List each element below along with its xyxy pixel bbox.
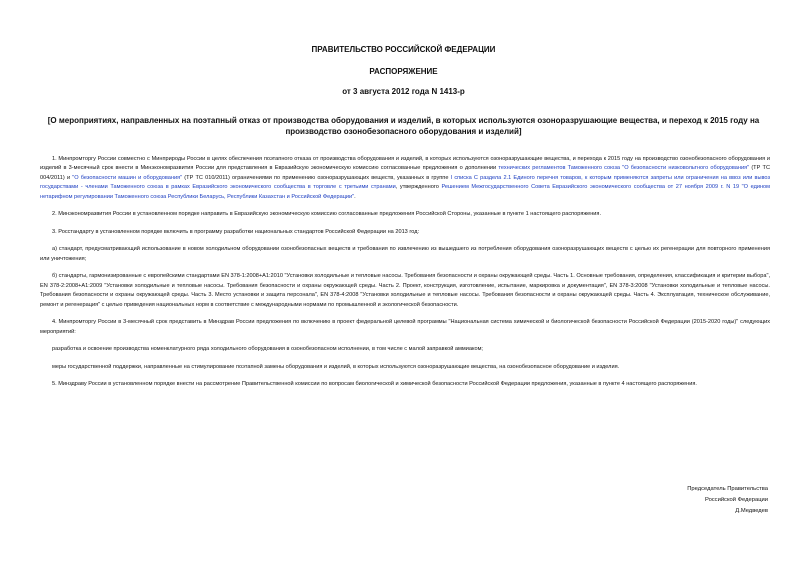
document-date-number: от 3 августа 2012 года N 1413-р [342, 87, 465, 96]
document-body [40, 155, 770, 398]
link-tr-ts-010[interactable]: "О безопасности машин и оборудования" [72, 174, 183, 181]
paragraph-4: 4. Минпромторгу России в 3-месячный срок представить в Минздрав России предложения по включению в проект федеральной целевой программы "Национальная система химической и биологической безопасности Российской Федерации (2015-2020 годы)" следующих мероприятий: [40, 319, 770, 335]
paragraph-1-text-d: , утвержденного [395, 184, 442, 191]
link-tr-ts-004[interactable]: технических регламентов Таможенного союза "О безопасности низковольтного оборудования" [498, 165, 750, 172]
signature-position-line-2: Российской Федерации [704, 497, 768, 503]
document-type-heading: РАСПОРЯЖЕНИЕ [369, 67, 438, 76]
paragraph-1-text-c: (ТР ТС 010/2011) ограничениями по применению озоноразрушающих веществ, указанных в группе [182, 174, 451, 181]
paragraph-1 [40, 155, 770, 202]
paragraph-4a: разработка и освоение производства номенклатурного ряда холодильного оборудования в озонобезопасном исполнении, в том числе с малой заправкой аммиаком; [52, 346, 483, 353]
signature-block [687, 484, 768, 517]
government-heading: ПРАВИТЕЛЬСТВО РОССИЙСКОЙ ФЕДЕРАЦИИ [311, 45, 496, 54]
signature-name: Д.Медведев [735, 508, 768, 514]
paragraph-3b: б) стандарты, гармонизированные с европейскими стандартами EN 378-1:2008+A1:2010 "Установки холодильные и тепловые насосы. Требования безопасности и охраны окружающей среды. Часть 1. Основные требования, определения, классификация и критерии выбора", EN 378-2:2008+A1:2009 "Установки холодильные и тепловые насосы. Требования безопасности и охраны окружающей среды. Часть 2. Проект, конструкция, изготовление, испытание, маркировка и документация", EN 378-3:2008 "Установки холодильные и тепловые насосы. Требования безопасности и охраны окружающей среды. Часть 3. Место установки и защита персонала", EN 378-4:2008 "Установки холодильные и тепловые насосы. Требования безопасности и охраны окружающей среды. Часть 4. Эксплуатация, техническое обслуживание, ремонт и регенерация" с целью приведения национальных норм в соответствие с международными нормами по промышленной и экологической безопасности. [40, 273, 770, 308]
paragraph-3: 3. Росстандарту в установленном порядке включить в программу разработки национальных стандартов Российской Федерации на 2013 год: [52, 228, 420, 235]
document-title: [О мероприятиях, направленных на поэтапный отказ от производства оборудования и изделий, в которых используются озоноразрушающие вещества, и переход к 2015 году на производство озонобезопасного оборудования и изделий] [47, 116, 760, 136]
paragraph-1-text-e: . [354, 193, 356, 200]
link-unified-list[interactable]: I списка С раздела 2.1 Единого перечня товаров, к которым применяются запреты или ограничения на ввоз или вывоз государствами - членами Таможенного союза в рамках Евразийского экономического сообщества в торговле с третьими странами [40, 174, 771, 191]
paragraph-2: 2. Минэкономразвития России в установленном порядке направить в Евразийскую экономическую комиссию согласованные предложения Российской Стороны, указанные в пункте 1 настоящего распоряжения. [52, 211, 601, 218]
signature-position-line-1: Председатель Правительства [687, 486, 768, 492]
paragraph-4b: меры государственной поддержки, направленные на стимулирование поэтапной замены оборудования и изделий, в которых используются озоноразрушающие вещества, на озонобезопасное оборудование и изделия. [52, 363, 620, 370]
paragraph-1-text-a: 1. Минпромторгу России совместно с Минприроды России в целях обеспечения поэтапного отказа от производства оборудования и изделий, в которых используются озоноразрушающие вещества, и перехода к 2015 году на производство озонобезопасного оборудования и изделий в 3-месячный срок внести в Минэкономразвития России для представления в Евразийскую экономическую комиссию согласованные предложения о дополнении [40, 156, 770, 172]
link-council-decision[interactable]: Решением Межгосударственного Совета Евразийского экономического сообщества от 27 ноября 2009 г. N 19 "О едином нетарифном регулировании Таможенного союза Республики Беларусь, Республики Казахстан и Российской Федерации" [40, 184, 770, 200]
paragraph-1-text-b: (ТР ТС 004/2011) и [40, 165, 770, 181]
paragraph-5: 5. Минздраву России в установленном порядке внести на рассмотрение Правительственной комиссии по вопросам биологической и химической безопасности Российской Федерации предложения, указанные в пункте 4 настоящего распоряжения. [52, 381, 697, 388]
paragraph-3a: а) стандарт, предусматривающий использование в новом холодильном оборудовании озонобезопасных веществ и требования по извлечению из вышедшего из потребления оборудования озоноразрушающих веществ с целью их регенерации для повторного применения или уничтожения; [40, 246, 770, 262]
